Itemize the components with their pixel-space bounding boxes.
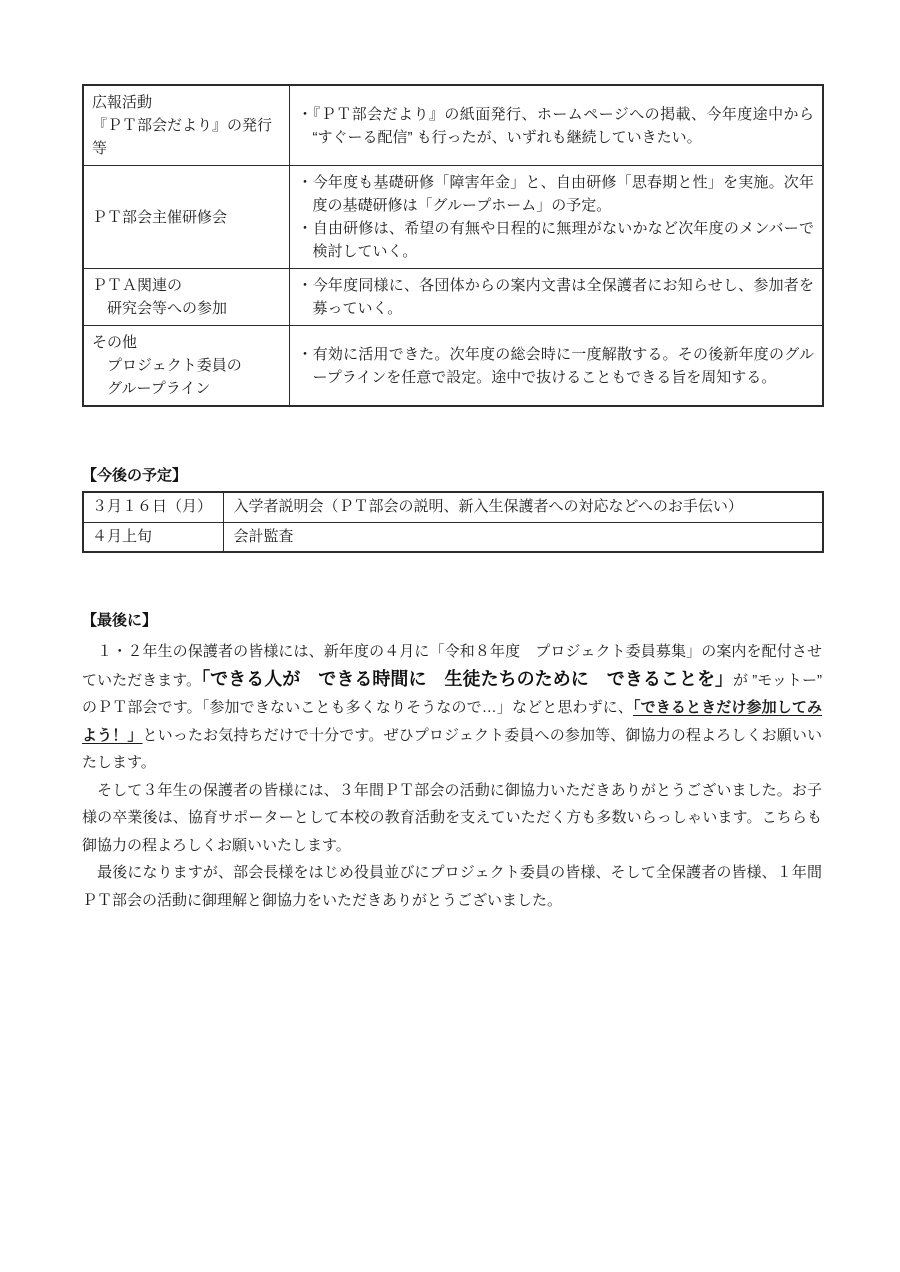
row-label-line: ＰＴＡ関連の	[92, 277, 183, 294]
bullet-item: ・有効に活用できた。次年度の総会時に一度解散する。その後新年度のグループラインを任意で設定。途中で抜けることもできる旨を周知する。	[297, 345, 814, 386]
activity-table	[82, 84, 824, 407]
schedule-date-cell: ３月１６日（月）	[83, 492, 223, 522]
row-label-line: グループライン	[92, 380, 211, 397]
paragraph-text: １・２年生の保護者の皆様には、新年度の４月に「令和８年度 プロジェクト委員募集」の案内を配付させていただきます。	[82, 643, 822, 689]
table-row-kenshukai	[83, 166, 823, 269]
closing-paragraph-2: そして３年生の保護者の皆様には、３年間ＰＴ部会の活動に御協力いただきありがとうございました。お子様の卒業後は、協育サポーターとして本校の教育活動を支えていただく方も多数いらっしゃいます。こちらも御協力の程よろしくお願いいたします。	[82, 781, 822, 854]
schedule-table	[82, 491, 824, 553]
row-label-line: ＰＴ部会主催研修会	[92, 208, 228, 226]
motto-emphasis-text: 「できる人が できる時間に 生徒たちのために できることを」	[201, 668, 734, 689]
row-label-line: 広報活動	[92, 94, 153, 111]
row-label-cell	[83, 269, 289, 326]
row-label-line: プロジェクト委員の	[92, 357, 242, 374]
row-label-line: 研究会等への参加	[92, 300, 228, 317]
schedule-row	[83, 492, 823, 522]
paragraph-text: が ”モットー” のＰＴ部会です。「参加できないことも多くなりそうなので…」などと思わずに、	[82, 671, 822, 716]
closing-body	[82, 638, 822, 914]
row-desc-cell	[289, 326, 823, 407]
table-row-kouhou	[83, 85, 823, 166]
schedule-event-cell: 入学者説明会（ＰＴ部会の説明、新入生保護者への対応などへのお手伝い）	[223, 492, 823, 522]
closing-heading: 【最後に】	[82, 612, 158, 629]
table-row-sonota	[83, 326, 823, 407]
bullet-item: ・今年度同様に、各団体からの案内文書は全保護者にお知らせし、参加者を募っていく。	[297, 277, 814, 317]
schedule-row	[83, 522, 823, 552]
schedule-event-cell: 会計監査	[223, 522, 823, 552]
schedule-heading: 【今後の予定】	[82, 467, 188, 484]
bullet-item: ・今年度も基礎研修「障害年金」と、自由研修「思春期と性」を実施。次年度の基礎研修は「グループホーム」の予定。	[297, 174, 814, 214]
bullet-item: ・自由研修は、希望の有無や日程的に無理がないかなど次年度のメンバーで検討していく。	[297, 220, 814, 260]
row-label-cell	[83, 166, 289, 269]
table-row-pta-kanren	[83, 269, 823, 326]
schedule-date-cell: ４月上旬	[83, 522, 223, 552]
row-label-cell	[83, 85, 289, 166]
row-desc-cell	[289, 166, 823, 269]
row-desc-cell	[289, 85, 823, 166]
paragraph-text: といったお気持ちだけで十分です。ぜひプロジェクト委員への参加等、御協力の程よろしくお願いいたします。	[82, 726, 822, 771]
row-label-cell	[83, 326, 289, 407]
closing-paragraph-3: 最後になりますが、部会長様をはじめ役員並びにプロジェクト委員の皆様、そして全保護者の皆様、１年間ＰＴ部会の活動に御理解と御協力をいただきありがとうございました。	[82, 864, 822, 909]
bullet-item: ・『ＰＴ部会だより』の紙面発行、ホームページへの掲載、今年度途中から “すぐーる配信” も行ったが、いずれも継続していきたい。	[297, 105, 814, 146]
underlined-phrase: 「できるときだけ参加してみよう！」	[82, 699, 822, 744]
row-label-line: 『ＰＴ部会だより』の発行等	[92, 117, 273, 157]
closing-paragraph-1	[82, 638, 822, 777]
row-desc-cell	[289, 269, 823, 326]
row-label-line: その他	[92, 334, 138, 351]
